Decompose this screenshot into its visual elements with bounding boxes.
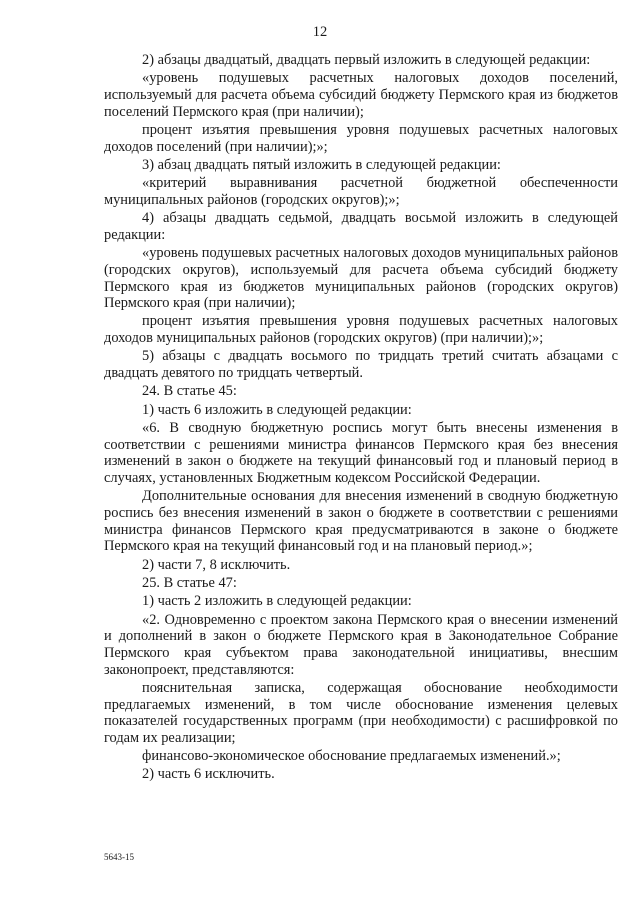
- paragraph: процент изъятия превышения уровня подушевых расчетных налоговых доходов муниципальных районов (городских округов) (при наличии);»;: [104, 313, 618, 347]
- paragraph: финансово-экономическое обоснование предлагаемых изменений.»;: [142, 748, 561, 765]
- paragraph: 2) части 7, 8 исключить.: [142, 556, 291, 573]
- paragraph: 4) абзацы двадцать седьмой, двадцать восьмой изложить в следующей редакции:: [104, 210, 618, 243]
- paragraph: «6. В сводную бюджетную роспись могут быть внесены изменения в соответствии с решениями министра финансов Пермского края без внесения изменений в закон о бюджете на текущий финансовый год и плановый период в случаях, установленных Бюджетным кодексом Российской Федерации.: [104, 420, 618, 487]
- paragraph: процент изъятия превышения уровня подушевых расчетных налоговых доходов поселений (при наличии);»;: [104, 121, 618, 155]
- paragraph: 2) часть 6 исключить.: [142, 766, 275, 783]
- paragraph: пояснительная записка, содержащая обоснование необходимости предлагаемых изменений, в том числе обоснование изменения целевых показателей государственных программ (при необходимости) с расшифровкой по годам их реализации;: [104, 679, 618, 746]
- document-body: [104, 52, 618, 785]
- paragraph: 3) абзац двадцать пятый изложить в следующей редакции:: [142, 156, 501, 173]
- paragraph: 1) часть 2 изложить в следующей редакции:: [142, 593, 412, 610]
- paragraph: «уровень подушевых расчетных налоговых доходов муниципальных районов (городских округов), используемый для расчета объема субсидий бюджету Пермского края из бюджетов муниципальных районов (городских округов) Пермского края (при наличии);: [104, 245, 618, 312]
- paragraph: 2) абзацы двадцатый, двадцать первый изложить в следующей редакции:: [142, 52, 591, 68]
- paragraph: Дополнительные основания для внесения изменений в сводную бюджетную роспись без внесения изменений в закон о бюджете в соответствии с решениями министра финансов Пермского края предусматриваются в законе о бюджете Пермского края на текущий финансовый год и на плановый период.»;: [104, 488, 618, 555]
- paragraph: «2. Одновременно с проектом закона Пермского края о внесении изменений и дополнений в закон о бюджете Пермского края в Законодательное Собрание Пермского края субъектом права законодательной инициативы, внесшим законопроект, представляются:: [104, 611, 618, 678]
- paragraph: «уровень подушевых расчетных налоговых доходов поселений, используемый для расчета объема субсидий бюджету Пермского края из бюджетов поселений Пермского края (при наличии);: [104, 70, 618, 120]
- page-number: 12: [312, 24, 328, 40]
- paragraph: 25. В статье 47:: [142, 574, 237, 591]
- paragraph: 1) часть 6 изложить в следующей редакции:: [142, 401, 412, 418]
- paragraph: 5) абзацы с двадцать восьмого по тридцать третий считать абзацами с двадцать девятого по тридцать четвертый.: [104, 348, 618, 382]
- paragraph: 24. В статье 45:: [142, 383, 237, 400]
- document-code: 5643-15: [104, 852, 134, 862]
- paragraph: «критерий выравнивания расчетной бюджетной обеспеченности муниципальных районов (городских округов);»;: [104, 175, 618, 208]
